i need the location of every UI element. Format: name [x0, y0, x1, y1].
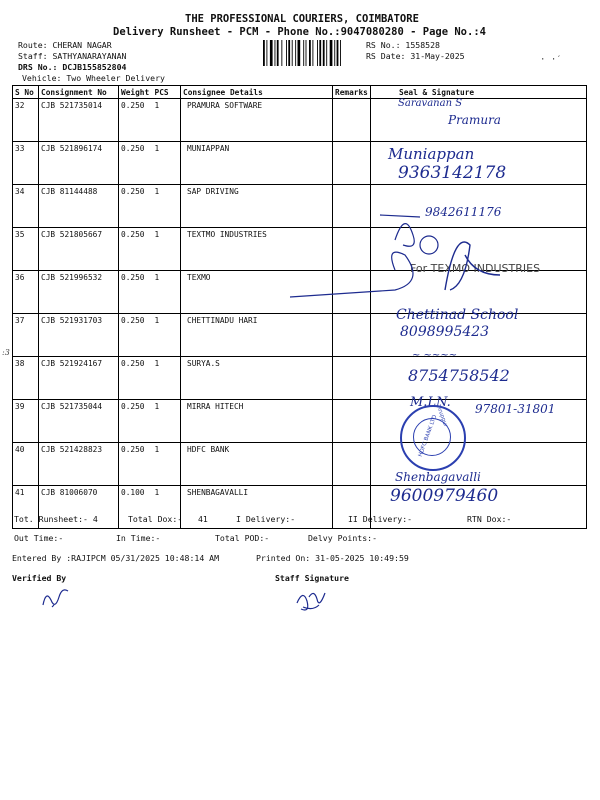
cell-pcs: 1	[153, 443, 181, 486]
cell-consignment: CJB 521931703	[39, 314, 119, 357]
cell-pcs: 1	[153, 99, 181, 142]
cell-consignee: HDFC BANK	[181, 443, 333, 486]
cell-sno: 41	[13, 486, 39, 529]
i-delivery: I Delivery:-	[236, 514, 296, 524]
cell-remarks	[333, 142, 371, 185]
table-row	[13, 443, 587, 486]
signature-33a: Muniappan	[388, 145, 475, 163]
cell-consignment: CJB 521996532	[39, 271, 119, 314]
scan-marks: · ·′	[540, 55, 562, 65]
cell-consignment: CJB 521735044	[39, 400, 119, 443]
cell-weight: 0.250	[119, 185, 153, 228]
rtn-dox: RTN Dox:-	[467, 514, 512, 524]
cell-consignee: CHETTINADU HARI	[181, 314, 333, 357]
cell-remarks	[333, 400, 371, 443]
cell-remarks	[333, 357, 371, 400]
signature-39-initial: M.LN.	[410, 395, 451, 410]
rs-date: RS Date: 31-May-2025	[366, 51, 465, 61]
cell-consignment: CJB 521924167	[39, 357, 119, 400]
total-pod: Total POD:-	[215, 533, 270, 543]
signature-34: 9842611176	[425, 205, 502, 219]
cell-weight: 0.250	[119, 357, 153, 400]
signature-scribble-35-36	[280, 195, 540, 305]
cell-sno: 36	[13, 271, 39, 314]
cell-sno: 33	[13, 142, 39, 185]
total-dox-value: 41	[198, 514, 208, 524]
signature-38-scribble: ~ ~~~~	[412, 350, 458, 361]
cell-pcs: 1	[153, 142, 181, 185]
signature-41a: Shenbagavalli	[395, 470, 481, 484]
cell-pcs: 1	[153, 314, 181, 357]
col-sno: S No	[13, 86, 39, 99]
cell-sno: 40	[13, 443, 39, 486]
staff-label: Staff: SATHYANARAYANAN	[18, 51, 127, 61]
barcode-image	[263, 40, 358, 66]
vehicle-label: Vehicle: Two Wheeler Delivery	[22, 73, 165, 83]
cell-remarks	[333, 314, 371, 357]
cell-sno: 39	[13, 400, 39, 443]
drs-number: DRS No.: DCJB155852804	[18, 62, 127, 72]
col-consignment: Consignment No	[39, 86, 119, 99]
signature-37a: Chettinad School	[396, 307, 519, 323]
out-time: Out Time:-	[14, 533, 64, 543]
cell-consignment: CJB 521428823	[39, 443, 119, 486]
cell-sno: 37	[13, 314, 39, 357]
table-header-row	[13, 86, 587, 99]
ii-delivery: II Delivery:-	[348, 514, 413, 524]
cell-remarks	[333, 443, 371, 486]
cell-weight: 0.250	[119, 400, 153, 443]
route-label: Route: CHERAN NAGAR	[18, 40, 112, 50]
cell-consignee: MUNIAPPAN	[181, 142, 333, 185]
signature-41b: 9600979460	[390, 486, 499, 506]
delvy-points: Delvy Points:-	[308, 533, 378, 543]
signature-36: For TEXMO INDUSTRIES	[410, 262, 541, 275]
printed-on: Printed On: 31-05-2025 10:49:59	[256, 553, 409, 563]
verified-signature	[38, 585, 73, 610]
col-consignee: Consignee Details	[181, 86, 333, 99]
col-weight: Weight	[119, 86, 153, 99]
signature-39: 97801-31801	[475, 402, 556, 416]
cell-consignee: SHENBAGAVALLI	[181, 486, 333, 529]
cell-consignment: CJB 521735014	[39, 99, 119, 142]
cell-consignment: CJB 521896174	[39, 142, 119, 185]
cell-weight: 0.250	[119, 443, 153, 486]
stamp-bottom-text: Tiruppur	[434, 404, 449, 428]
signature-37b: 8098995423	[400, 324, 490, 340]
total-dox-label: Total Dox:-	[128, 514, 183, 524]
cell-weight: 0.250	[119, 271, 153, 314]
col-pcs: PCS	[153, 86, 181, 99]
cell-consignee: MIRRA HITECH	[181, 400, 333, 443]
signature-38: 8754758542	[408, 366, 510, 385]
cell-weight: 0.250	[119, 314, 153, 357]
col-seal-signature: Seal & Signature	[371, 86, 587, 99]
cell-pcs: 1	[153, 228, 181, 271]
verified-by-label: Verified By	[12, 573, 67, 583]
cell-weight: 0.250	[119, 99, 153, 142]
signature-32b: Pramura	[448, 113, 501, 127]
staff-signature-mark	[293, 585, 328, 615]
cell-weight: 0.100	[119, 486, 153, 529]
cell-consignment: CJB 81144488	[39, 185, 119, 228]
cell-consignment: CJB 81006070	[39, 486, 119, 529]
company-name: THE PROFESSIONAL COURIERS, COIMBATORE	[185, 13, 419, 25]
staff-signature-label: Staff Signature	[275, 573, 349, 583]
runsheet-title: Delivery Runsheet - PCM - Phone No.:9047080280 - Page No.:4	[113, 26, 486, 38]
cell-consignment: CJB 521805667	[39, 228, 119, 271]
bank-seal-stamp	[400, 405, 466, 471]
cell-consignee: SURYA.S	[181, 357, 333, 400]
cell-pcs: 1	[153, 357, 181, 400]
rs-number: RS No.: 1558528	[366, 40, 440, 50]
col-remarks: Remarks	[333, 86, 371, 99]
cell-consignee: TEXMO	[181, 271, 333, 314]
cell-consignee: PRAMURA SOFTWARE	[181, 99, 333, 142]
in-time: In Time:-	[116, 533, 161, 543]
cell-pcs: 1	[153, 400, 181, 443]
stamp-top-text: HDFC BANK LTD	[417, 414, 439, 458]
cell-consignee: SAP DRIVING	[181, 185, 333, 228]
cell-remarks	[333, 99, 371, 142]
cell-weight: 0.250	[119, 142, 153, 185]
cell-sno: 38	[13, 357, 39, 400]
margin-marks: :3	[2, 348, 10, 357]
cell-consignee: TEXTMO INDUSTRIES	[181, 228, 333, 271]
cell-pcs: 1	[153, 486, 181, 529]
entered-by: Entered By :RAJIPCM 05/31/2025 10:48:14 AM	[12, 553, 220, 563]
cell-sno: 34	[13, 185, 39, 228]
signature-33b: 9363142178	[398, 163, 507, 183]
signature-32a: Saravanan S	[398, 98, 463, 109]
cell-weight: 0.250	[119, 228, 153, 271]
tot-runsheet: Tot. Runsheet:- 4	[14, 514, 98, 524]
cell-sno: 32	[13, 99, 39, 142]
cell-pcs: 1	[153, 185, 181, 228]
cell-sno: 35	[13, 228, 39, 271]
cell-pcs: 1	[153, 271, 181, 314]
